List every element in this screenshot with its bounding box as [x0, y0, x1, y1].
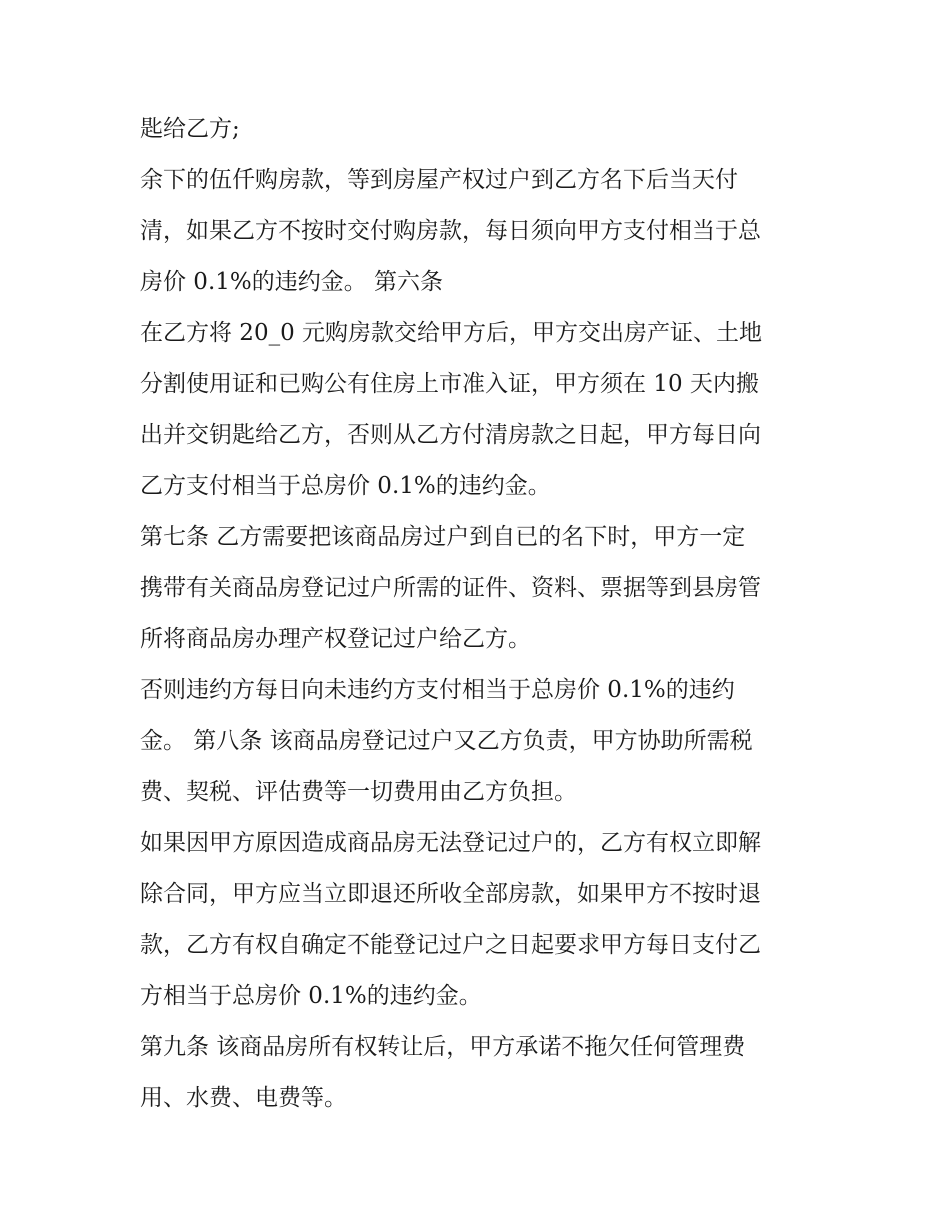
text-line: 携带有关商品房登记过户所需的证件、资料、票据等到县房管 [140, 575, 761, 601]
text-line: 否则违约方每日向未违约方支付相当于总房价 0.1%的违约 [140, 677, 735, 703]
text-line: 用、水费、电费等。 [140, 1085, 347, 1111]
text-line: 余下的伍仟购房款，等到房屋产权过户到乙方名下后当天付 [140, 167, 738, 193]
text-line: 除合同，甲方应当立即退还所收全部房款，如果甲方不按时退 [140, 881, 761, 907]
text-line: 出并交钥匙给乙方，否则从乙方付清房款之日起，甲方每日向 [140, 422, 761, 448]
text-line: 第九条 该商品房所有权转让后，甲方承诺不拖欠任何管理费 [140, 1034, 746, 1060]
text-line: 分割使用证和已购公有住房上市准入证，甲方须在 10 天内搬 [140, 371, 759, 397]
text-line: 如果因甲方原因造成商品房无法登记过户的，乙方有权立即解 [140, 830, 761, 856]
text-line: 乙方支付相当于总房价 0.1%的违约金。 [140, 473, 551, 499]
text-line: 所将商品房办理产权登记过户给乙方。 [140, 626, 531, 652]
text-line: 方相当于总房价 0.1%的违约金。 [140, 983, 482, 1009]
document-body [140, 104, 816, 1124]
text-line: 匙给乙方; [140, 116, 240, 142]
text-line: 房价 0.1%的违约金。 第六条 [140, 269, 444, 295]
text-line: 第七条 乙方需要把该商品房过户到自已的名下时，甲方一定 [140, 524, 746, 550]
text-line: 清，如果乙方不按时交付购房款，每日须向甲方支付相当于总 [140, 218, 761, 244]
text-line: 金。 第八条 该商品房登记过户又乙方负责，甲方协助所需税 [140, 728, 753, 754]
text-line: 费、契税、评估费等一切费用由乙方负担。 [140, 779, 577, 805]
text-line: 在乙方将 20_0 元购房款交给甲方后，甲方交出房产证、土地 [140, 320, 763, 346]
text-line: 款，乙方有权自确定不能登记过户之日起要求甲方每日支付乙 [140, 932, 761, 958]
